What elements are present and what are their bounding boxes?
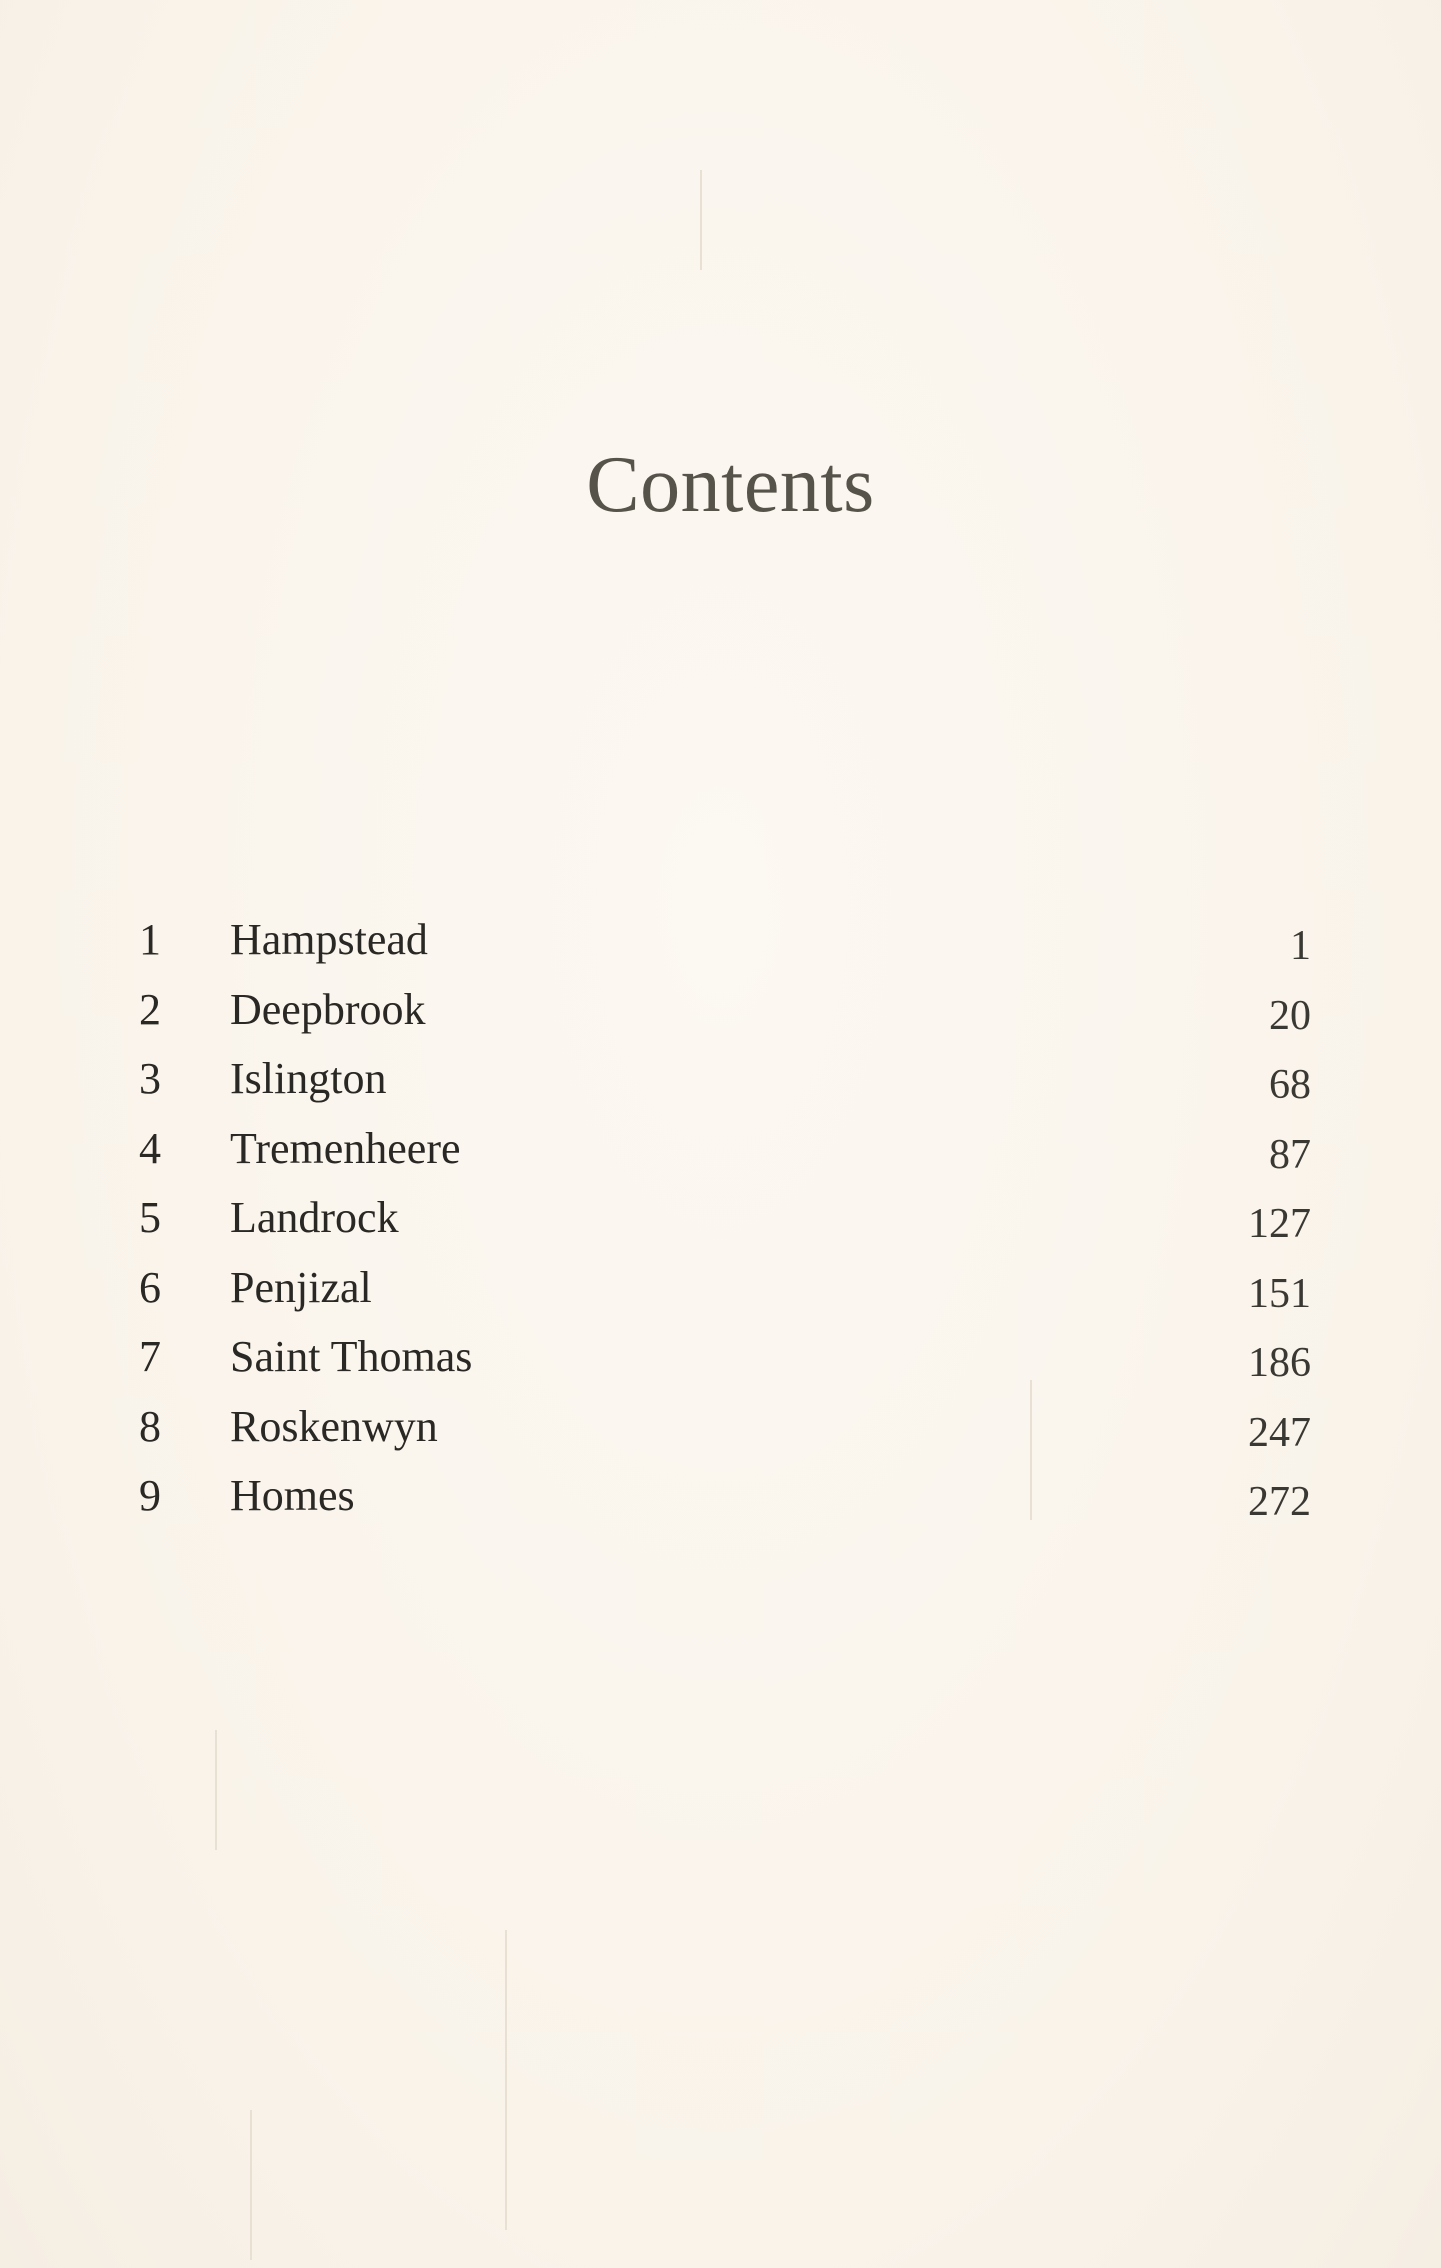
chapter-number: 2: [139, 984, 161, 1034]
toc-entry[interactable]: [0, 1183, 1441, 1253]
toc-entry[interactable]: [0, 1044, 1441, 1114]
chapter-number: 7: [139, 1332, 161, 1381]
page-number: 1: [1290, 923, 1311, 969]
toc-entry[interactable]: [0, 1392, 1441, 1462]
toc-entry[interactable]: [0, 1322, 1441, 1392]
toc-entry[interactable]: [0, 1114, 1441, 1184]
toc-entry[interactable]: [0, 975, 1441, 1045]
page-number: 20: [1269, 992, 1311, 1039]
chapter-title: Penjizal: [230, 1262, 372, 1312]
chapter-number: 5: [139, 1193, 161, 1242]
toc-entry[interactable]: [0, 905, 1441, 975]
paper-crease: [700, 170, 702, 270]
page-number: 186: [1248, 1340, 1311, 1386]
toc-entry[interactable]: [0, 1461, 1441, 1531]
page-title: Contents: [586, 441, 875, 529]
chapter-title: Tremenheere: [230, 1123, 461, 1173]
chapter-number: 9: [139, 1471, 161, 1520]
chapter-number: 3: [139, 1054, 161, 1103]
page-number: 127: [1248, 1201, 1311, 1247]
chapter-number: 6: [139, 1262, 161, 1312]
page-number: 151: [1248, 1270, 1311, 1317]
chapter-number: 1: [139, 915, 161, 964]
paper-crease: [215, 1730, 217, 1850]
chapter-number: 4: [139, 1123, 161, 1173]
toc-entry[interactable]: [0, 1253, 1441, 1323]
chapter-title: Roskenwyn: [230, 1401, 438, 1451]
chapter-title: Homes: [230, 1471, 355, 1520]
chapter-title: Islington: [230, 1054, 387, 1103]
chapter-title: Saint Thomas: [230, 1332, 473, 1381]
page-number: 87: [1269, 1131, 1311, 1178]
page-number: 68: [1269, 1062, 1311, 1108]
table-of-contents: [0, 905, 1441, 1531]
chapter-title: Landrock: [230, 1193, 399, 1242]
chapter-title: Hampstead: [230, 915, 428, 964]
page-number: 247: [1248, 1409, 1311, 1456]
paper-crease: [505, 1930, 507, 2230]
chapter-number: 8: [139, 1401, 161, 1451]
paper-crease: [250, 2110, 252, 2260]
chapter-title: Deepbrook: [230, 984, 426, 1034]
page-number: 272: [1248, 1479, 1311, 1525]
